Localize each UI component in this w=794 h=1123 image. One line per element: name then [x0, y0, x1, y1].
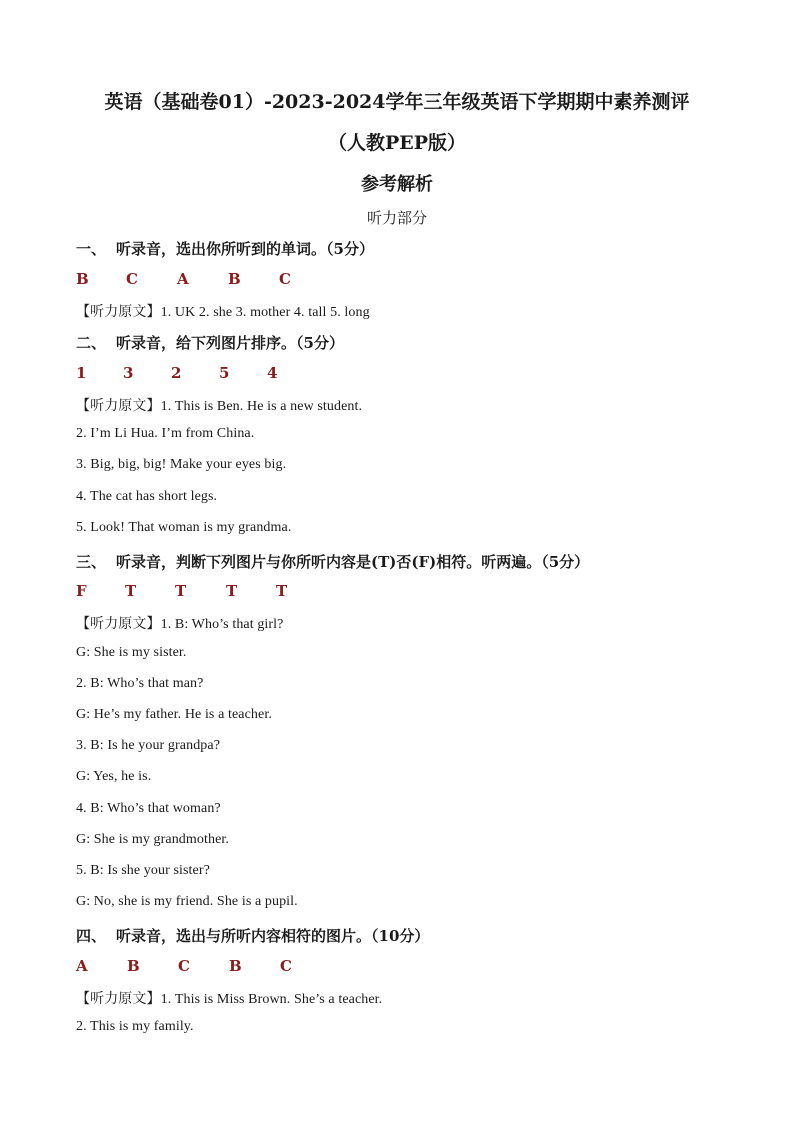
answer-item: 3	[123, 364, 134, 382]
listening-part-heading: 听力部分	[366, 209, 427, 227]
answer-item: T	[226, 582, 238, 600]
transcript-line: G: She is my sister.	[76, 645, 187, 660]
answer-item: A	[177, 270, 189, 288]
page-title: 英语（基础卷01）-2023-2024学年三年级英语下学期期中素养测评	[104, 91, 690, 113]
transcript-line: 4. B: Who’s that woman?	[76, 801, 221, 816]
transcript-line: 5. Look! That woman is my grandma.	[76, 520, 292, 535]
section-4-heading	[76, 925, 429, 946]
answer-item: 5	[219, 364, 230, 382]
section-2-title: 听录音，给下列图片排序。（5分）	[116, 334, 344, 352]
transcript-line: 【听力原文】1. This is Miss Brown. She’s a teacher.	[76, 992, 383, 1007]
section-1-title: 听录音，选出你所听到的单词。（5分）	[116, 240, 374, 258]
section-3-heading	[76, 551, 589, 572]
answer-item: B	[229, 957, 242, 975]
page-subtitle: （人教PEP版）	[327, 132, 467, 154]
answer-item: B	[76, 270, 89, 288]
answer-item: C	[279, 270, 291, 288]
answer-item: C	[280, 957, 292, 975]
transcript-line: 4. The cat has short legs.	[76, 489, 218, 504]
answer-item: 2	[171, 364, 182, 382]
section-3-title: 听录音，判断下列图片与你所听内容是(T)否(F)相符。听两遍。（5分）	[116, 553, 590, 571]
transcript-line: 【听力原文】1. B: Who’s that girl?	[76, 617, 284, 632]
transcript-line: 2. B: Who’s that man?	[76, 676, 204, 691]
transcript-line: 3. Big, big, big! Make your eyes big.	[76, 457, 287, 472]
answer-item: A	[76, 957, 88, 975]
answer-item: 4	[267, 364, 278, 382]
answer-item: T	[175, 582, 187, 600]
transcript-line: G: She is my grandmother.	[76, 832, 229, 847]
answer-item: C	[178, 957, 190, 975]
transcript-line: 2. This is my family.	[76, 1019, 194, 1034]
transcript-line: G: Yes, he is.	[76, 769, 152, 784]
answer-item: B	[127, 957, 140, 975]
section-1-number: 一、	[76, 240, 107, 258]
transcript-line: 5. B: Is she your sister?	[76, 863, 210, 878]
transcript-line: G: No, she is my friend. She is a pupil.	[76, 894, 298, 909]
section-3-number: 三、	[76, 553, 107, 571]
transcript-line: 2. I’m Li Hua. I’m from China.	[76, 426, 255, 441]
answer-item: F	[76, 582, 87, 600]
section-1-heading	[76, 238, 374, 259]
section-4-title: 听录音，选出与所听内容相符的图片。（10分）	[116, 927, 430, 945]
answer-item: 1	[76, 364, 87, 382]
answer-key-heading: 参考解析	[361, 174, 433, 195]
section-4-number: 四、	[76, 927, 107, 945]
answer-item: T	[125, 582, 137, 600]
answer-item: T	[276, 582, 288, 600]
transcript-line: 【听力原文】1. This is Ben. He is a new student.	[76, 399, 363, 414]
transcript-line: G: He’s my father. He is a teacher.	[76, 707, 272, 722]
transcript-line: 【听力原文】1. UK 2. she 3. mother 4. tall 5. long	[76, 305, 370, 320]
transcript-line: 3. B: Is he your grandpa?	[76, 738, 221, 753]
section-2-number: 二、	[76, 334, 107, 352]
answer-item: B	[228, 270, 241, 288]
section-2-heading	[76, 332, 344, 353]
answer-item: C	[126, 270, 138, 288]
